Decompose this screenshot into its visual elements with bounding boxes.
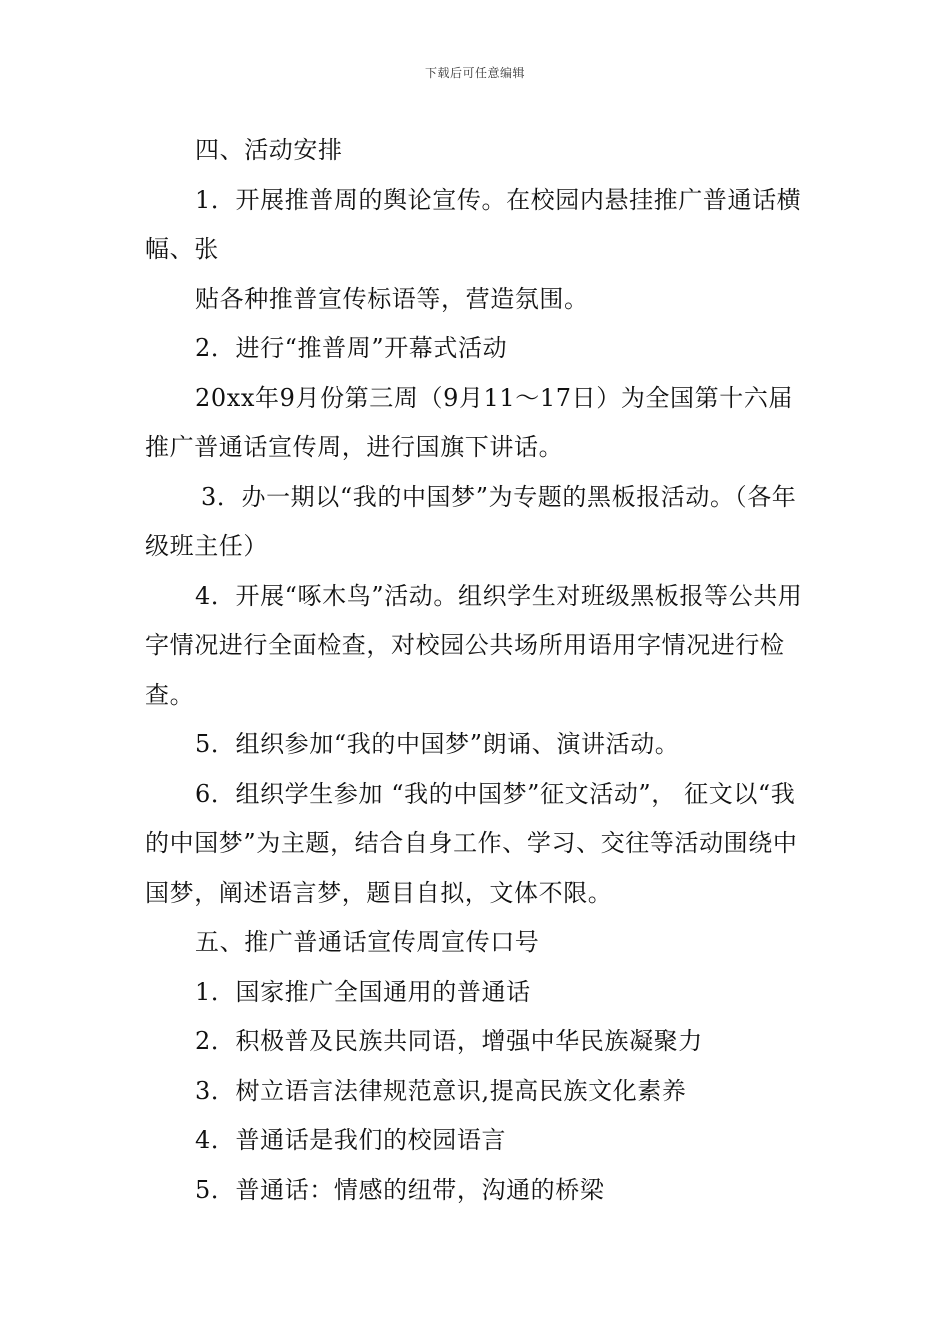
paragraph-item-6: 6．组织学生参加 “我的中国梦”征文活动”， 征文以“我的中国梦”为主题，结合自身工作、学习、交往等活动围绕中国梦，阐述语言梦，题目自拟，文体不限。 <box>145 779 798 907</box>
slogan-item-3: 3．树立语言法律规范意识,提高民族文化素养 <box>195 1076 687 1105</box>
document-body <box>145 126 807 1215</box>
section-heading-slogans: 五、推广普通话宣传周宣传口号 <box>195 928 540 956</box>
paragraph-item-3: 3．办一期以“我的中国梦”为专题的黑板报活动。（各年级班主任） <box>145 482 797 560</box>
slogan-item-4: 4．普通话是我们的校园语言 <box>195 1126 507 1154</box>
paragraph-item-5: 5．组织参加“我的中国梦”朗诵、演讲活动。 <box>195 730 680 758</box>
paragraph-item-1: 1．开展推普周的舆论宣传。在校园内悬挂推广普通话横幅、张 <box>145 185 802 263</box>
slogan-item-1: 1．国家推广全国通用的普通话 <box>195 977 531 1006</box>
paragraph-item-2-detail: 20xx年9月份第三周（9月11～17日）为全国第十六届推广普通话宣传周，进行国旗下讲话。 <box>145 383 794 461</box>
slogan-item-2: 2．积极普及民族共同语，增强中华民族凝聚力 <box>195 1027 703 1055</box>
paragraph-item-2: 2．进行“推普周”开幕式活动 <box>195 334 508 362</box>
paragraph-item-4: 4．开展“啄木鸟”活动。组织学生对班级黑板报等公共用字情况进行全面检查，对校园公共场所用语用字情况进行检查。 <box>145 581 803 709</box>
page-header: 下载后可任意编辑 <box>424 66 525 80</box>
section-heading-activities: 四、活动安排 <box>195 136 343 164</box>
slogan-item-5: 5．普通话：情感的纽带，沟通的桥梁 <box>195 1175 605 1204</box>
paragraph-item-1-continued: 贴各种推普宣传标语等，营造氛围。 <box>195 284 589 313</box>
